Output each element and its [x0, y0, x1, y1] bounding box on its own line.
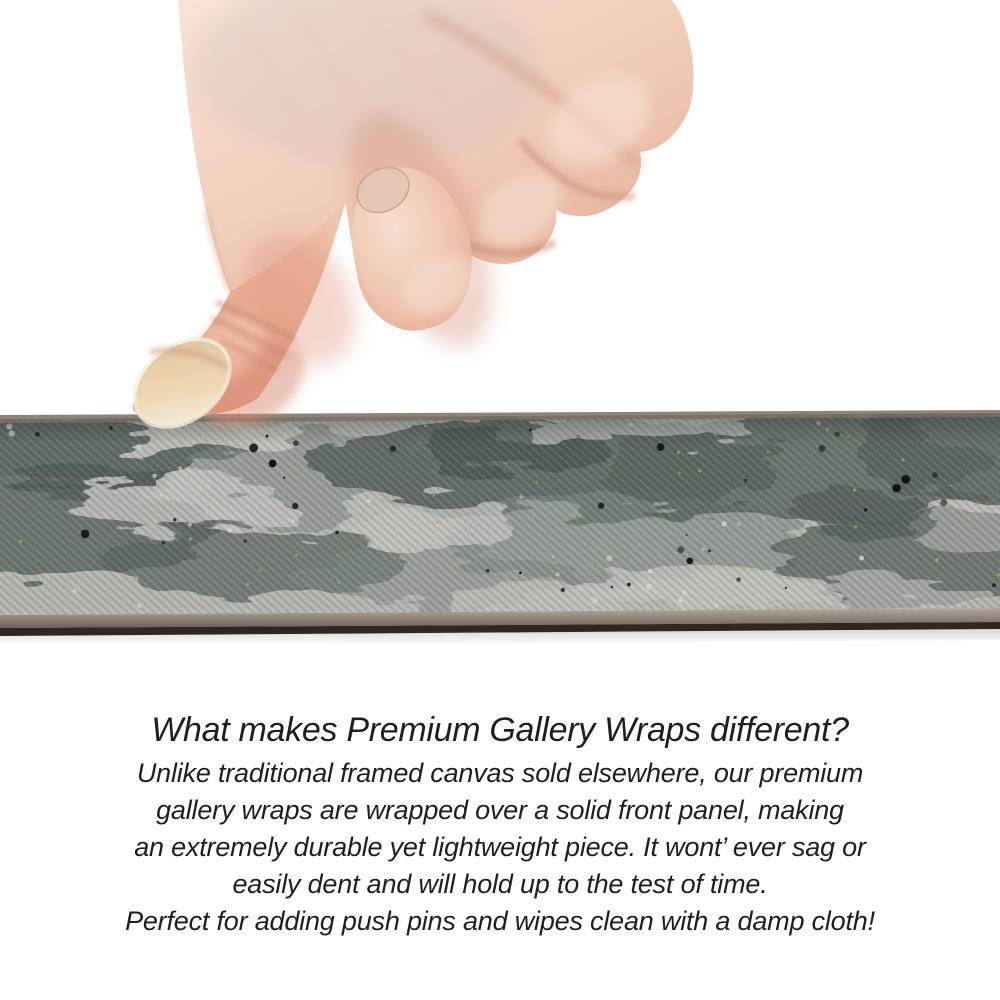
info-line-2: gallery wraps are wrapped over a solid front panel, making [156, 795, 844, 825]
info-line-1: Unlike traditional framed canvas sold elsewhere, our premium [136, 758, 864, 788]
hand-photo [0, 0, 1000, 430]
info-line-5: Perfect for adding push pins and wipes clean with a damp cloth! [125, 906, 875, 936]
info-section [0, 710, 1000, 940]
info-line-3: an extremely durable yet lightweight piece. It wont’ ever sag or [134, 832, 866, 862]
info-heading: What makes Premium Gallery Wraps different? [151, 711, 849, 749]
canvas-wrap-edge-photo [0, 410, 1000, 650]
info-line-4: easily dent and will hold up to the test of time. [232, 869, 768, 899]
canvas-texture [0, 410, 1000, 618]
